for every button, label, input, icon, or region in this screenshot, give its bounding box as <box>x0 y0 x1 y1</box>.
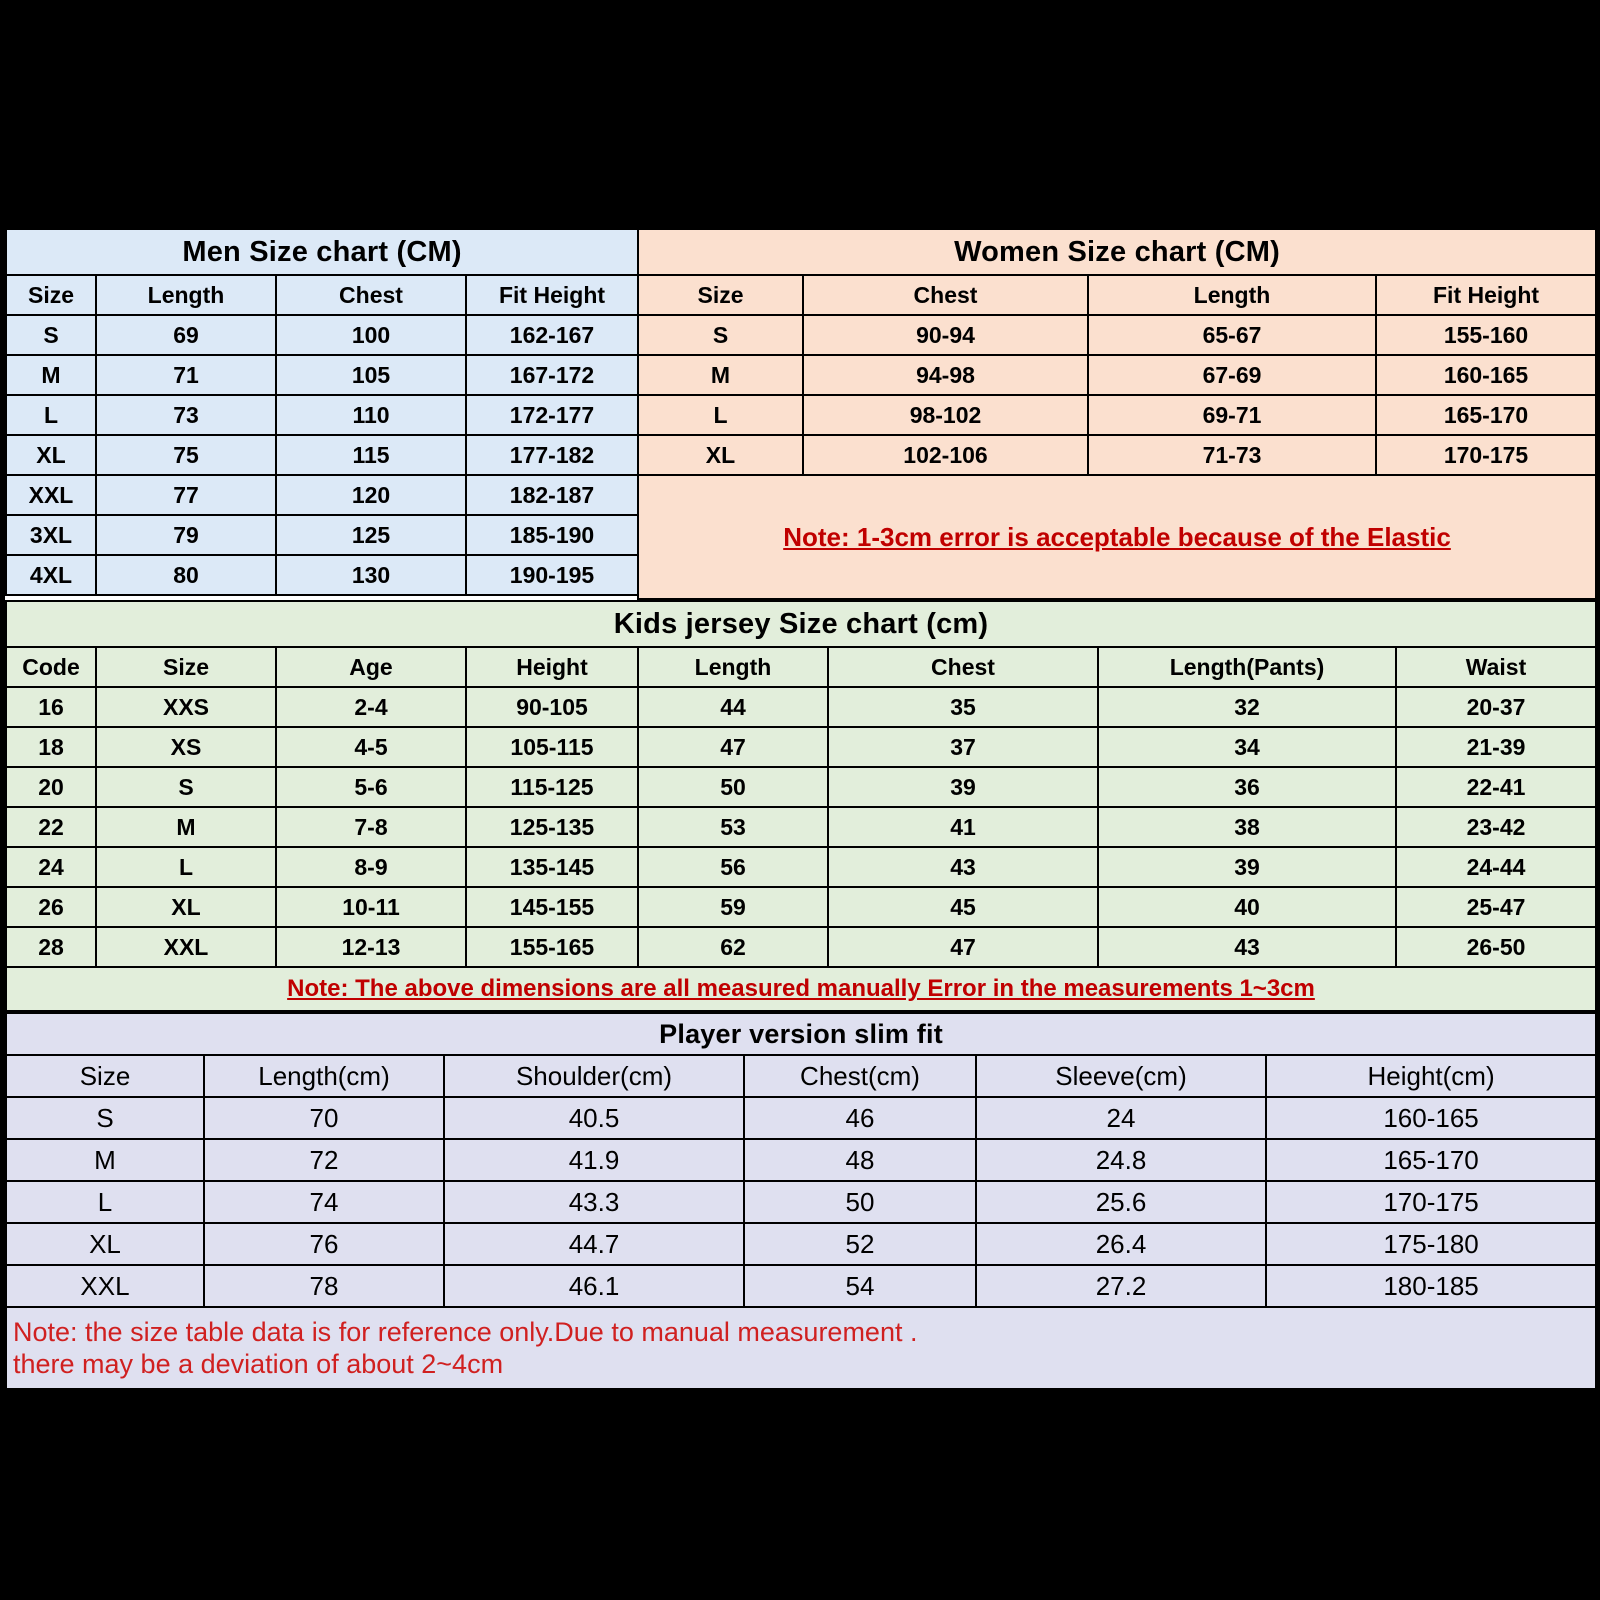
cell: XS <box>96 727 276 767</box>
kids-col-chest: Chest <box>828 647 1098 687</box>
cell: 77 <box>96 475 276 515</box>
cell: 40.5 <box>444 1097 744 1139</box>
table-row <box>6 515 638 555</box>
cell: 71 <box>96 355 276 395</box>
men-col-length: Length <box>96 275 276 315</box>
table-row <box>638 435 1596 475</box>
player-version-chart <box>5 1012 1595 1390</box>
cell: 160-165 <box>1376 355 1596 395</box>
cell: 75 <box>96 435 276 475</box>
cell: 69 <box>96 315 276 355</box>
cell: 100 <box>276 315 466 355</box>
player-title-row <box>6 1013 1596 1055</box>
player-version-table <box>5 1012 1597 1390</box>
men-header-row <box>6 275 638 315</box>
cell: 79 <box>96 515 276 555</box>
cell: 125-135 <box>466 807 638 847</box>
women-note: Note: 1-3cm error is acceptable because of the Elastic <box>638 475 1596 599</box>
cell: 52 <box>744 1223 976 1265</box>
player-col-shoulder: Shoulder(cm) <box>444 1055 744 1097</box>
table-row <box>6 727 1596 767</box>
cell: S <box>638 315 803 355</box>
cell: 44.7 <box>444 1223 744 1265</box>
kids-header-row <box>6 647 1596 687</box>
cell: 53 <box>638 807 828 847</box>
kids-col-code: Code <box>6 647 96 687</box>
cell: 47 <box>638 727 828 767</box>
table-row <box>6 847 1596 887</box>
cell: 22 <box>6 807 96 847</box>
kids-col-waist: Waist <box>1396 647 1596 687</box>
cell: 45 <box>828 887 1098 927</box>
cell: 59 <box>638 887 828 927</box>
cell: 73 <box>96 395 276 435</box>
cell: 90-94 <box>803 315 1088 355</box>
table-row <box>6 887 1596 927</box>
cell: 102-106 <box>803 435 1088 475</box>
cell: 41.9 <box>444 1139 744 1181</box>
cell: 175-180 <box>1266 1223 1596 1265</box>
women-size-table <box>637 228 1597 600</box>
cell: 43 <box>828 847 1098 887</box>
cell: 26-50 <box>1396 927 1596 967</box>
cell: 70 <box>204 1097 444 1139</box>
player-col-chest: Chest(cm) <box>744 1055 976 1097</box>
women-title: Women Size chart (CM) <box>638 229 1596 275</box>
cell: L <box>6 395 96 435</box>
table-row <box>6 1181 1596 1223</box>
kids-col-length-pants: Length(Pants) <box>1098 647 1396 687</box>
cell: XL <box>6 1223 204 1265</box>
kids-note: Note: The above dimensions are all measured manually Error in the measurements 1~3cm <box>6 967 1596 1011</box>
cell: 43.3 <box>444 1181 744 1223</box>
women-title-row <box>638 229 1596 275</box>
cell: 105 <box>276 355 466 395</box>
men-size-table <box>5 228 639 596</box>
cell: 162-167 <box>466 315 638 355</box>
cell: 10-11 <box>276 887 466 927</box>
size-chart-sheet <box>5 228 1595 1379</box>
cell: 48 <box>744 1139 976 1181</box>
table-row <box>6 315 638 355</box>
cell: 34 <box>1098 727 1396 767</box>
cell: 115 <box>276 435 466 475</box>
cell: 2-4 <box>276 687 466 727</box>
cell: 180-185 <box>1266 1265 1596 1307</box>
cell: 4-5 <box>276 727 466 767</box>
kids-col-size: Size <box>96 647 276 687</box>
cell: 46.1 <box>444 1265 744 1307</box>
table-row <box>6 1223 1596 1265</box>
cell: M <box>6 355 96 395</box>
table-row <box>638 315 1596 355</box>
kids-size-chart <box>5 600 1595 1012</box>
cell: 24.8 <box>976 1139 1266 1181</box>
cell: 24-44 <box>1396 847 1596 887</box>
cell: 39 <box>1098 847 1396 887</box>
cell: 172-177 <box>466 395 638 435</box>
cell: 170-175 <box>1266 1181 1596 1223</box>
kids-col-length: Length <box>638 647 828 687</box>
cell: M <box>638 355 803 395</box>
cell: XL <box>6 435 96 475</box>
table-row <box>6 435 638 475</box>
cell: 37 <box>828 727 1098 767</box>
kids-col-height: Height <box>466 647 638 687</box>
men-title: Men Size chart (CM) <box>6 229 638 275</box>
cell: 182-187 <box>466 475 638 515</box>
cell: 76 <box>204 1223 444 1265</box>
table-row <box>6 767 1596 807</box>
cell: 167-172 <box>466 355 638 395</box>
cell: 74 <box>204 1181 444 1223</box>
cell: 18 <box>6 727 96 767</box>
player-col-height: Height(cm) <box>1266 1055 1596 1097</box>
cell: XL <box>96 887 276 927</box>
kids-title: Kids jersey Size chart (cm) <box>6 601 1596 647</box>
cell: 125 <box>276 515 466 555</box>
cell: 69-71 <box>1088 395 1376 435</box>
player-col-sleeve: Sleeve(cm) <box>976 1055 1266 1097</box>
cell: 160-165 <box>1266 1097 1596 1139</box>
women-size-chart <box>637 228 1595 600</box>
cell: 72 <box>204 1139 444 1181</box>
men-col-chest: Chest <box>276 275 466 315</box>
cell: 20-37 <box>1396 687 1596 727</box>
cell: 35 <box>828 687 1098 727</box>
cell: 47 <box>828 927 1098 967</box>
cell: 130 <box>276 555 466 595</box>
table-row <box>6 555 638 595</box>
cell: 50 <box>638 767 828 807</box>
men-size-chart <box>5 228 637 600</box>
table-row <box>6 1265 1596 1307</box>
kids-note-row <box>6 967 1596 1011</box>
cell: 27.2 <box>976 1265 1266 1307</box>
cell: 80 <box>96 555 276 595</box>
player-header-row <box>6 1055 1596 1097</box>
cell: 115-125 <box>466 767 638 807</box>
player-note-row <box>6 1307 1596 1389</box>
cell: 185-190 <box>466 515 638 555</box>
cell: 3XL <box>6 515 96 555</box>
women-col-size: Size <box>638 275 803 315</box>
cell: 98-102 <box>803 395 1088 435</box>
cell: 43 <box>1098 927 1396 967</box>
table-row <box>6 475 638 515</box>
table-row <box>6 355 638 395</box>
table-row <box>6 1097 1596 1139</box>
cell: 170-175 <box>1376 435 1596 475</box>
cell: 36 <box>1098 767 1396 807</box>
cell: 41 <box>828 807 1098 847</box>
women-col-chest: Chest <box>803 275 1088 315</box>
cell: 62 <box>638 927 828 967</box>
cell: 78 <box>204 1265 444 1307</box>
table-row <box>6 1139 1596 1181</box>
cell: L <box>96 847 276 887</box>
kids-col-age: Age <box>276 647 466 687</box>
table-row <box>638 355 1596 395</box>
cell: 5-6 <box>276 767 466 807</box>
cell: 20 <box>6 767 96 807</box>
cell: 90-105 <box>466 687 638 727</box>
cell: 4XL <box>6 555 96 595</box>
cell: 110 <box>276 395 466 435</box>
cell: 32 <box>1098 687 1396 727</box>
women-col-length: Length <box>1088 275 1376 315</box>
cell: 46 <box>744 1097 976 1139</box>
cell: L <box>6 1181 204 1223</box>
cell: 8-9 <box>276 847 466 887</box>
top-section <box>5 228 1595 600</box>
women-header-row <box>638 275 1596 315</box>
cell: S <box>96 767 276 807</box>
table-row <box>6 687 1596 727</box>
cell: S <box>6 1097 204 1139</box>
cell: 38 <box>1098 807 1396 847</box>
cell: 145-155 <box>466 887 638 927</box>
table-row <box>638 395 1596 435</box>
cell: L <box>638 395 803 435</box>
cell: 165-170 <box>1376 395 1596 435</box>
cell: 71-73 <box>1088 435 1376 475</box>
cell: 26 <box>6 887 96 927</box>
player-note <box>6 1307 1596 1389</box>
cell: 190-195 <box>466 555 638 595</box>
cell: 26.4 <box>976 1223 1266 1265</box>
player-note-line1: Note: the size table data is for reference only.Due to manual measurement . <box>13 1316 918 1347</box>
cell: 54 <box>744 1265 976 1307</box>
cell: 67-69 <box>1088 355 1376 395</box>
cell: 177-182 <box>466 435 638 475</box>
cell: 7-8 <box>276 807 466 847</box>
men-title-row <box>6 229 638 275</box>
cell: 50 <box>744 1181 976 1223</box>
cell: XXL <box>6 475 96 515</box>
cell: 25.6 <box>976 1181 1266 1223</box>
cell: 120 <box>276 475 466 515</box>
cell: 22-41 <box>1396 767 1596 807</box>
cell: 16 <box>6 687 96 727</box>
cell: 23-42 <box>1396 807 1596 847</box>
kids-title-row <box>6 601 1596 647</box>
table-row <box>6 395 638 435</box>
cell: 24 <box>976 1097 1266 1139</box>
cell: XXS <box>96 687 276 727</box>
table-row <box>6 927 1596 967</box>
cell: 94-98 <box>803 355 1088 395</box>
cell: 105-115 <box>466 727 638 767</box>
cell: 56 <box>638 847 828 887</box>
player-title: Player version slim fit <box>6 1013 1596 1055</box>
cell: 12-13 <box>276 927 466 967</box>
cell: 155-165 <box>466 927 638 967</box>
kids-size-table <box>5 600 1597 1012</box>
men-col-fit-height: Fit Height <box>466 275 638 315</box>
men-col-size: Size <box>6 275 96 315</box>
cell: 25-47 <box>1396 887 1596 927</box>
women-note-row <box>638 475 1596 599</box>
cell: 40 <box>1098 887 1396 927</box>
table-row <box>6 807 1596 847</box>
cell: 155-160 <box>1376 315 1596 355</box>
cell: XL <box>638 435 803 475</box>
cell: XXL <box>96 927 276 967</box>
player-col-size: Size <box>6 1055 204 1097</box>
player-col-length: Length(cm) <box>204 1055 444 1097</box>
player-note-line2: there may be a deviation of about 2~4cm <box>13 1349 504 1379</box>
cell: 21-39 <box>1396 727 1596 767</box>
cell: XXL <box>6 1265 204 1307</box>
cell: 65-67 <box>1088 315 1376 355</box>
cell: M <box>6 1139 204 1181</box>
cell: S <box>6 315 96 355</box>
cell: 165-170 <box>1266 1139 1596 1181</box>
cell: M <box>96 807 276 847</box>
cell: 135-145 <box>466 847 638 887</box>
cell: 24 <box>6 847 96 887</box>
women-col-fit-height: Fit Height <box>1376 275 1596 315</box>
cell: 39 <box>828 767 1098 807</box>
cell: 28 <box>6 927 96 967</box>
cell: 44 <box>638 687 828 727</box>
